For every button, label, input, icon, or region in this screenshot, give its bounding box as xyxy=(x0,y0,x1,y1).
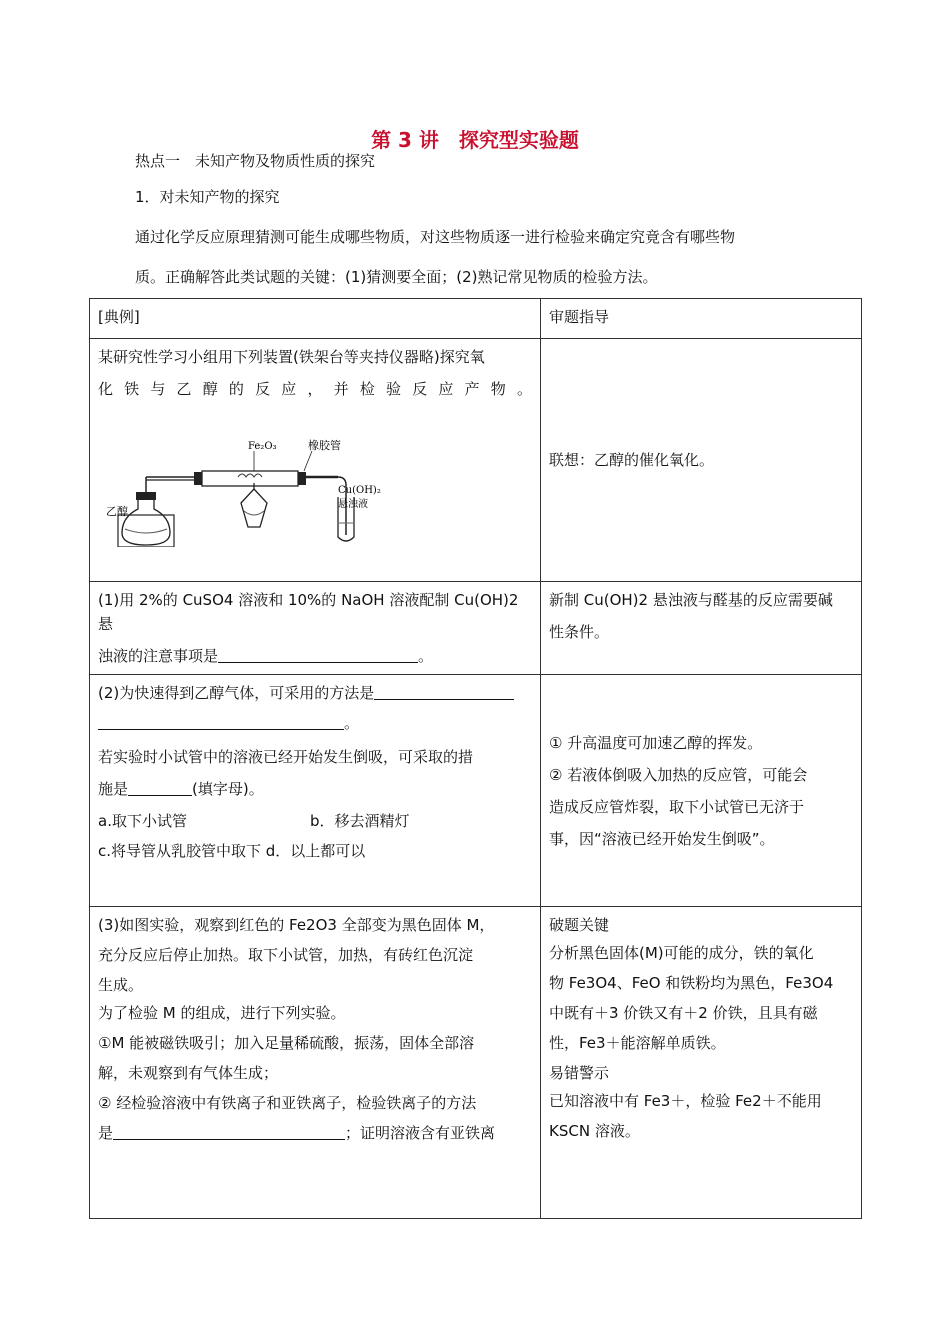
guide-3-line-2: ② 若液体倒吸入加热的反应管，可能会 xyxy=(549,765,808,784)
guide-4-line-1: 分析黑色固体(M)可能的成分，铁的氧化 xyxy=(549,944,814,962)
guide-cell-4 xyxy=(541,907,862,1219)
question-3-line-2: 充分反应后停止加热。取下小试管，加热，有砖红色沉淀 xyxy=(98,946,474,964)
question-1-line-1: (1)用 2%的 CuSO4 溶液和 10%的 NaOH 溶液配制 Cu(OH)2 悬 xyxy=(98,591,519,633)
apparatus-diagram xyxy=(98,437,398,547)
label-rubber-tube: 橡胶管 xyxy=(308,439,341,452)
label-suspension: 悬浊液 xyxy=(338,499,368,510)
question-2-line-3: 若实验时小试管中的溶液已经开始发生倒吸，可采取的措 xyxy=(98,748,474,766)
example-intro-cell xyxy=(90,339,541,582)
answer-blank[interactable] xyxy=(98,713,344,730)
question-2-end: 。 xyxy=(344,714,360,732)
question-2-text-b: 施是 xyxy=(98,780,129,798)
guide-4-line-6: KSCN 溶液。 xyxy=(549,1122,640,1140)
options-row-2: c.将导管从乳胶管中取下 d．以上都可以 xyxy=(98,842,366,860)
header-example: [典例] xyxy=(90,299,541,339)
question-2-text: (2)为快速得到乙醇气体，可采用的方法是 xyxy=(98,684,375,702)
question-3-line-3: 生成。 xyxy=(98,976,144,994)
question-2-line-1 xyxy=(98,681,532,705)
guide-heading-key: 破题关键 xyxy=(549,916,610,934)
label-cuoh2: Cu(OH)₂ xyxy=(338,485,381,496)
options-row-1 xyxy=(98,809,532,833)
question-2-hint: (填字母)。 xyxy=(192,780,264,798)
page-title: 第 3 讲 探究型实验题 xyxy=(371,128,579,152)
guide-4-line-2: 物 Fe3O4、FeO 和铁粉均为黑色，Fe3O4 xyxy=(549,974,834,992)
question-3-line-1: (3)如图实验，观察到红色的 Fe2O3 全部变为黑色固体 M， xyxy=(98,916,495,934)
question-3-line-4: 为了检验 M 的组成，进行下列实验。 xyxy=(98,1004,346,1022)
guide-cell-1 xyxy=(541,339,862,582)
guide-2-line-1: 新制 Cu(OH)2 悬浊液与醛基的反应需要碱 xyxy=(549,591,833,609)
heading-subsection: 1．对未知产物的探究 xyxy=(135,188,280,206)
guide-cell-3 xyxy=(541,675,862,907)
question-3-line-7: ② 经检验溶液中有铁离子和亚铁离子，检验铁离子的方法 xyxy=(98,1094,477,1112)
guide-2-line-2: 性条件。 xyxy=(549,623,610,641)
option-a: a.取下小试管 xyxy=(98,812,187,830)
header-guide: 审题指导 xyxy=(541,299,862,339)
alcohol-lamp xyxy=(241,483,267,527)
guide-3-line-4: 事，因“溶液已经开始发生倒吸”。 xyxy=(549,829,775,848)
question-3-line-5: ①M 能被磁铁吸引；加入足量稀硫酸，振荡，固体全部溶 xyxy=(98,1034,475,1052)
stopper-right xyxy=(298,472,306,485)
question-1-text: 浊液的注意事项是 xyxy=(98,647,219,665)
question-1-line-2 xyxy=(98,644,532,668)
table-row xyxy=(90,907,862,1219)
table-row xyxy=(90,675,862,907)
example-text-1: 某研究性学习小组用下列装置(铁架台等夹持仪器略)探究氧 xyxy=(98,348,485,366)
option-b: b．移去酒精灯 xyxy=(310,812,410,830)
intro-line-2: 质。正确解答此类试题的关键：(1)猜测要全面；(2)熟记常见物质的检验方法。 xyxy=(135,268,658,286)
table-row xyxy=(90,339,862,582)
heading-hotspot: 热点一 未知产物及物质性质的探究 xyxy=(135,152,376,170)
question-3-cell xyxy=(90,907,541,1219)
question-1-end: 。 xyxy=(418,647,434,665)
stopper-left xyxy=(194,472,202,485)
question-3-line-6: 解，未观察到有气体生成； xyxy=(98,1064,279,1082)
question-3-line-8 xyxy=(98,1121,532,1145)
guide-4-line-4: 性，Fe3＋能溶解单质铁。 xyxy=(549,1034,726,1052)
reaction-tube xyxy=(202,471,298,486)
guide-3-line-1: ① 升高温度可加速乙醇的挥发。 xyxy=(549,733,763,752)
guide-4-line-5: 已知溶液中有 Fe3＋，检验 Fe2＋不能用 xyxy=(549,1092,822,1110)
example-text-2: 化铁与乙醇的反应，并检验反应产物。 xyxy=(98,380,532,398)
table-header-row xyxy=(90,299,862,339)
question-3-text: 是 xyxy=(98,1124,114,1142)
guide-3-line-3: 造成反应管炸裂，取下小试管已无济于 xyxy=(549,797,805,816)
table-row xyxy=(90,582,862,675)
intro-line-1: 通过化学反应原理猜测可能生成哪些物质，对这些物质逐一进行检验来确定究竟含有哪些物 xyxy=(135,228,736,246)
question-1-cell xyxy=(90,582,541,675)
label-fe2o3: Fe₂O₃ xyxy=(248,441,277,452)
answer-blank[interactable] xyxy=(374,683,514,700)
answer-blank[interactable] xyxy=(113,1123,345,1140)
question-2-line-2 xyxy=(98,711,532,735)
example-table xyxy=(89,298,862,1219)
label-ethanol: 乙醇 xyxy=(106,505,128,518)
question-2-cell xyxy=(90,675,541,907)
guide-heading-warning: 易错警示 xyxy=(549,1064,610,1082)
guide-4-line-3: 中既有＋3 价铁又有＋2 价铁，且具有磁 xyxy=(549,1004,818,1022)
guide-cell-2 xyxy=(541,582,862,675)
question-3-tail: ；证明溶液含有亚铁离 xyxy=(345,1124,496,1142)
guide-text-1: 联想：乙醇的催化氧化。 xyxy=(549,451,715,469)
question-2-line-4 xyxy=(98,777,532,801)
answer-blank[interactable] xyxy=(218,646,418,663)
answer-blank[interactable] xyxy=(128,779,192,796)
